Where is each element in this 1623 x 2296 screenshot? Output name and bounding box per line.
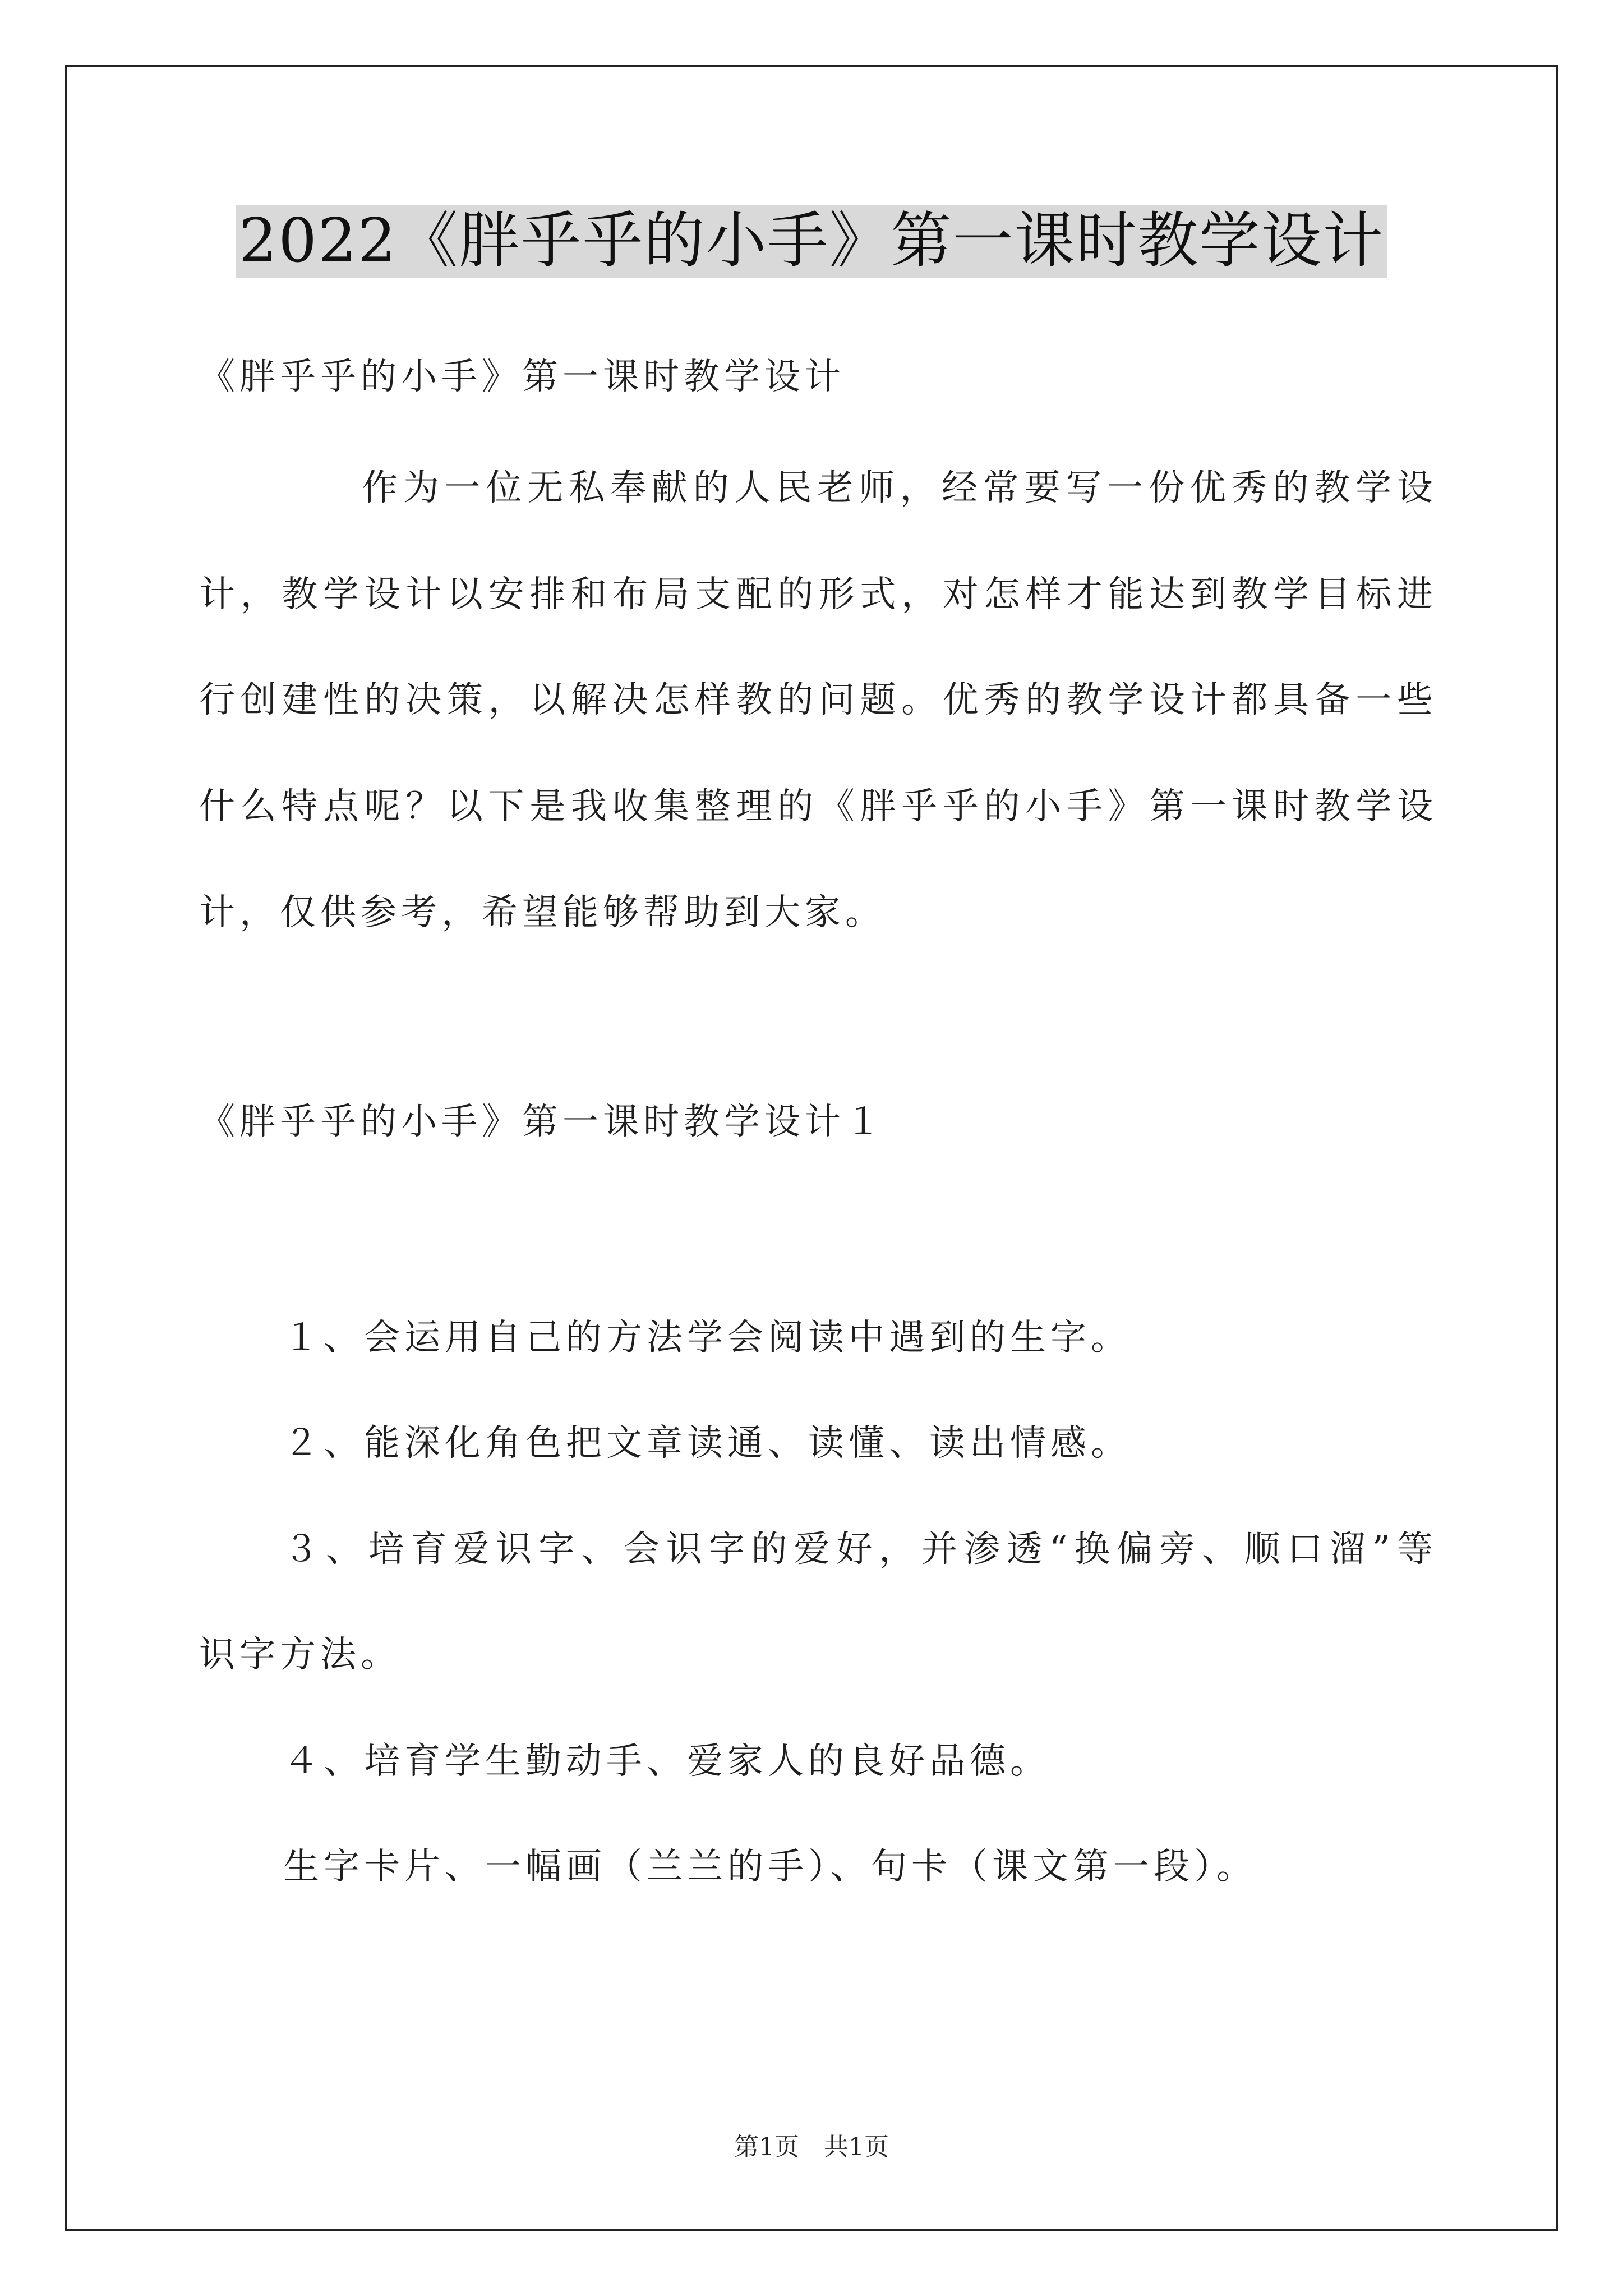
intro-line-2: 计，教学设计以安排和布局支配的形式，对怎样才能达到教学目标进 xyxy=(199,574,1433,615)
goal-item-2: ２、能深化角色把文章读通、读懂、读出情感。 xyxy=(283,1423,1131,1464)
page-number-footer: 第1页 共1页 xyxy=(734,2133,889,2161)
intro-line-5: 计，仅供参考，希望能够帮助到大家。 xyxy=(199,892,886,933)
intro-line-1: 作为一位无私奉献的人民老师，经常要写一份优秀的教学设 xyxy=(362,467,1433,509)
materials-line: 生字卡片、一幅画（兰兰的手）、句卡（课文第一段）。 xyxy=(283,1846,1257,1888)
document-subtitle: 《胖乎乎的小手》第一课时教学设计 xyxy=(199,356,845,398)
title-container xyxy=(0,205,1623,278)
goal-item-3-continued: 识字方法。 xyxy=(199,1634,401,1676)
goal-item-3: ３、培育爱识字、会识字的爱好，并渗透“换偏旁、顺口溜”等 xyxy=(283,1529,1433,1570)
section-heading: 《胖乎乎的小手》第一课时教学设计１ xyxy=(199,1101,886,1143)
goal-item-4: ４、培育学生勤动手、爱家人的良好品德。 xyxy=(283,1741,1050,1782)
goal-item-1: １、会运用自己的方法学会阅读中遇到的生字。 xyxy=(283,1317,1131,1359)
intro-line-3: 行创建性的决策，以解决怎样教的问题。优秀的教学设计都具备一些 xyxy=(199,679,1433,721)
intro-line-4: 什么特点呢？以下是我收集整理的《胖乎乎的小手》第一课时教学设 xyxy=(199,786,1433,827)
document-title: 2022《胖乎乎的小手》第一课时教学设计 xyxy=(236,205,1388,278)
